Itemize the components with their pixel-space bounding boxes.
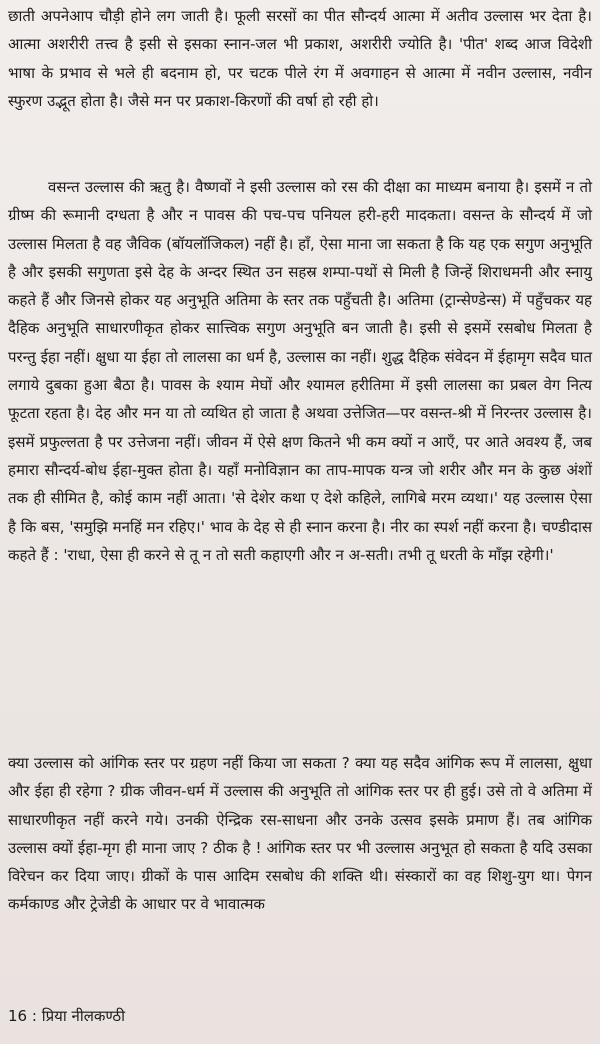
page-number: 16: [8, 1007, 28, 1025]
paragraph-3: क्या उल्लास को आंगिक स्तर पर ग्रहण नहीं किया जा सकता ? क्या यह सदैव आंगिक रूप में लालसा, क्षुधा और ईहा ही रहेगा ? ग्रीक जीवन-धर्म में उल्लास की अनुभूति तो आंगिक स्तर पर ही हुई। उसे तो वे अतिमा में साधारणीकृत नहीं करने गये। उनकी ऐन्द्रिक रस-साधना और उनके उत्सव इसके प्रमाण हैं। तब आंगिक उल्लास क्यों ईहा-मृग ही माना जाए ? ठीक है ! आंगिक स्तर पर भी उल्लास अनुभूत हो सकता है यदि उसका विरेचन कर दिया जाए। ग्रीकों के पास आदिम रसबोध की शक्ति थी। संस्कारों का वह शिशु-युग था। पेगन कर्मकाण्ड और ट्रेजेडी के आधार पर वे भावात्मक: [8, 754, 592, 914]
book-title: प्रिया नीलकण्ठी: [41, 1007, 125, 1025]
paragraph-2: वसन्त उल्लास की ऋतु है। वैष्णवों ने इसी उल्लास को रस की दीक्षा का माध्यम बनाया है। इसमें न तो ग्रीष्म की रूमानी दग्धता है और न पावस की पच-पच पनियल हरी-हरी मादकता। वसन्त के सौन्दर्य में जो उल्लास मिलता है वह जैविक (बॉयलॉजिकल) नहीं है। हाँ, ऐसा माना जा सकता है कि यह एक सगुण अनुभूति है और इसकी सगुणता इसे देह के अन्दर स्थित उन सहस्र शम्पा-पथों से मिली है जिन्हें शिराधमनी और स्नायु कहते हैं और जिनसे होकर यह अनुभूति अतिमा के स्तर तक पहुँचती है। अतिमा (ट्रान्सेण्डेन्स) में पहुँचकर यह दैहिक अनुभूति साधारणीकृत होकर सात्त्विक सगुण अनुभूति बन जाती है। इसी से इसमें रसबोध मिलता है परन्तु ईहा नहीं। क्षुधा या ईहा तो लालसा का धर्म है, उल्लास का नहीं। शुद्ध दैहिक संवेदन में ईहामृग सदैव घात लगाये दुबका हुआ बैठा है। पावस के श्याम मेघों और श्यामल हरीतिमा में इसी लालसा का प्रबल वेग नित्य फूटता रहता है। देह और मन या तो व्यथित हो जाता है अथवा उत्तेजित—पर वसन्त-श्री में निरन्तर उल्लास है। इसमें प्रफुल्लता है पर उत्तेजना नहीं। जीवन में ऐसे क्षण कितने भी कम क्यों न आएँ, पर आते अवश्य हैं, जब हमारा सौन्दर्य-बोध ईहा-मुक्त होता है। यहाँ मनोविज्ञान का ताप-मापक यन्त्र जो शरीर और मन के कुछ अंशों तक ही सीमित है, कोई काम नहीं आता। 'से देशेर कथा ए देशे कहिले, लागिबे मरम व्यथा।' यह उल्लास ऐसा है कि बस, 'समुझि मनहिं मन रहिए।' भाव के देह से ही स्नान करना है। नीर का स्पर्श नहीं करना है। चण्डीदास कहते हैं : 'राधा, ऐसा ही करने से तू न तो सती कहाएगी और न अ-सती। तभी तू धरती के माँझ रहेगी।': [8, 178, 592, 564]
footer-separator: :: [31, 1007, 37, 1025]
page-footer: [8, 1006, 125, 1026]
paragraph-1: छाती अपनेआप चौड़ी होने लग जाती है। फूली सरसों का पीत सौन्दर्य आत्मा में अतीव उल्लास भर देता है। आत्मा अशरीरी तत्त्व है इसी से इसका स्नान-जल भी प्रकाश, अशरीरी ज्योति है। 'पीत' शब्द आज विदेशी भाषा के प्रभाव से भले ही बदनाम हो, पर चटक पीले रंग में अवगाहन से आत्मा में नवीन उल्लास, नवीन स्फुरण उद्भूत होता है। जैसे मन पर प्रकाश-किरणों की वर्षा हो रही हो।: [8, 7, 592, 110]
